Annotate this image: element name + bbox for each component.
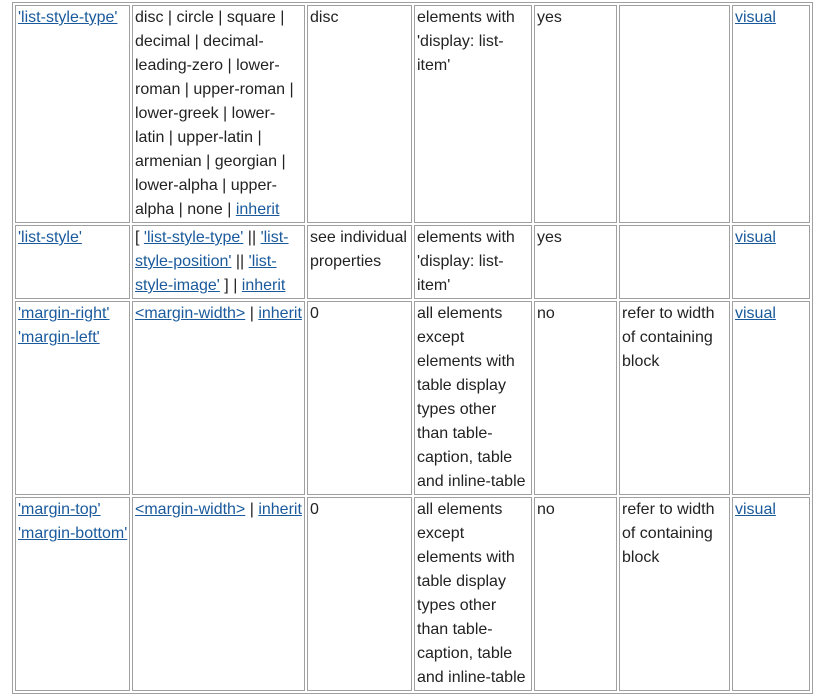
inherited-cell: yes — [534, 225, 617, 299]
property-link[interactable]: 'list-style-type' — [18, 9, 118, 26]
values-cell — [132, 301, 305, 495]
inherit-link[interactable]: inherit — [258, 501, 302, 518]
property-link[interactable]: 'list-style' — [18, 229, 82, 246]
applies-to-cell: elements with 'display: list-item' — [414, 225, 532, 299]
table-row — [15, 497, 810, 691]
list-style-image-link[interactable]: 'list-style-image' — [135, 253, 277, 294]
inherited-cell: yes — [534, 5, 617, 223]
values-text: [ — [135, 229, 144, 246]
property-link[interactable]: 'margin-right' — [18, 305, 110, 322]
media-link[interactable]: visual — [735, 305, 776, 322]
table-row — [15, 5, 810, 223]
inherited-cell: no — [534, 301, 617, 495]
applies-to-cell: all elements except elements with table display types other than table-caption, table and inline-table — [414, 301, 532, 495]
values-text: || — [243, 229, 261, 246]
values-text: | — [245, 501, 259, 518]
initial-cell: 0 — [307, 301, 412, 495]
media-cell — [732, 225, 810, 299]
media-cell — [732, 497, 810, 691]
initial-cell: see individual properties — [307, 225, 412, 299]
values-text: ] | — [219, 277, 242, 294]
values-text: disc | circle | square | decimal | decimal-leading-zero | lower-roman | upper-roman | lower-greek | lower-latin | upper-latin | armenian | georgian | lower-alpha | upper-alpha | none | — [135, 9, 294, 218]
percentages-cell: refer to width of containing block — [619, 497, 730, 691]
values-cell — [132, 5, 305, 223]
media-link[interactable]: visual — [735, 9, 776, 26]
media-link[interactable]: visual — [735, 229, 776, 246]
table-row — [15, 301, 810, 495]
inherited-cell: no — [534, 497, 617, 691]
property-cell — [15, 497, 130, 691]
property-table — [12, 2, 813, 694]
inherit-link[interactable]: inherit — [258, 305, 302, 322]
values-text: | — [245, 305, 259, 322]
percentages-cell: refer to width of containing block — [619, 301, 730, 495]
property-link[interactable]: 'margin-top' — [18, 501, 101, 518]
margin-width-link[interactable]: <margin-width> — [135, 501, 246, 518]
inherit-link[interactable]: inherit — [241, 277, 286, 294]
list-style-position-link[interactable]: 'list-style-position' — [135, 229, 289, 270]
initial-cell: disc — [307, 5, 412, 223]
values-cell — [132, 225, 305, 299]
inherit-link[interactable]: inherit — [235, 201, 280, 218]
percentages-cell — [619, 225, 730, 299]
values-text: || — [231, 253, 249, 270]
percentages-cell — [619, 5, 730, 223]
property-cell — [15, 301, 130, 495]
list-style-type-link[interactable]: 'list-style-type' — [143, 229, 244, 246]
property-cell — [15, 225, 130, 299]
applies-to-cell: all elements except elements with table display types other than table-caption, table and inline-table — [414, 497, 532, 691]
values-cell — [132, 497, 305, 691]
media-cell — [732, 5, 810, 223]
table-row — [15, 225, 810, 299]
margin-width-link[interactable]: <margin-width> — [135, 305, 246, 322]
property-cell — [15, 5, 130, 223]
applies-to-cell: elements with 'display: list-item' — [414, 5, 532, 223]
media-cell — [732, 301, 810, 495]
initial-cell: 0 — [307, 497, 412, 691]
property-link[interactable]: 'margin-left' — [18, 329, 100, 346]
property-link[interactable]: 'margin-bottom' — [18, 525, 128, 542]
media-link[interactable]: visual — [735, 501, 776, 518]
